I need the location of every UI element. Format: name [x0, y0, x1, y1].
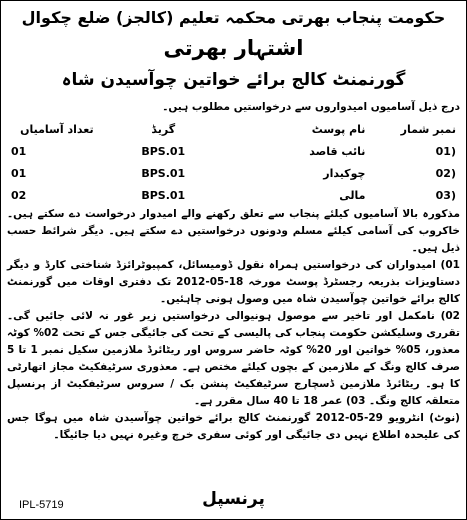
- row-post: چوکیدار: [323, 166, 366, 180]
- row-count: 01: [11, 166, 27, 180]
- row-serial: (01: [435, 144, 456, 158]
- row-count: 01: [11, 144, 27, 158]
- government-line: حکومت پنجاب بھرتی محکمہ تعلیم (کالجز) ضلع چکوال: [21, 8, 446, 27]
- posts-table: [7, 118, 460, 206]
- row-grade: BPS.01: [141, 188, 186, 202]
- table-row: [7, 184, 460, 206]
- header-post: نام پوسٹ: [311, 122, 366, 136]
- table-row: [7, 162, 460, 184]
- header-serial: نمبر شمار: [400, 122, 456, 136]
- row-serial: (02: [435, 166, 456, 180]
- header-grade: گریڈ: [151, 122, 176, 136]
- row-post: مالی: [339, 188, 366, 202]
- row-count: 02: [11, 188, 27, 202]
- principal-signature: پرنسپل: [202, 489, 265, 509]
- eligibility-paragraph: مذکورہ بالا آسامیوں کیلئے پنجاب سے تعلق رکھنے والے امیدوار درخواست دے سکتے ہیں۔ خاکروب کی آسامی کیلئے مسلم ودونوں درخواستیں دے سکتے ہیں۔ دیگر شرائط حسب ذیل ہیں۔: [7, 208, 460, 254]
- header-count: تعداد آسامیاں: [20, 122, 94, 136]
- row-serial: (03: [435, 188, 456, 202]
- posts-table-header: [7, 118, 460, 140]
- condition-2-paragraph: 02) نامکمل اور تاخیر سے موصول ہونیوالی درخواستیں زیر غور نہ لائی جائیں گی۔ تقرری وسلیکشن حکومت پنجاب کی پالیسی کے تحت کی جائیگی جس کے تحت 02% کوٹہ معذور، 05% خواتین اور 20% کوٹہ حاضر سروس اور ریٹائرڈ ملازمین سکیل نمبر 1 تا 5 صرف کالج ونگ کے ملازمین کے بچوں کیلئے مختص ہے۔ معذوری سرٹیفکیٹ مجاز اتھارٹی کا ہو۔ ریٹائرڈ ملازمین ڈسچارج سرٹیفکیٹ پنشن بک / سروس سرٹیفکیٹ از پرنسپل متعلقہ کالج ونگ۔ 03) عمر 18 تا 40 سال مقرر ہے۔: [7, 310, 460, 407]
- note-paragraph: (نوٹ) انٹرویو 29-05-2012 گورنمنٹ کالج برائے خواتین چوآسیدن شاہ میں ہوگا جس کی علیحدہ اطلاع نہیں دی جائیگی اور کوئی سفری خرچ وغیرہ نہیں دیا جائیگا۔: [7, 412, 460, 441]
- footer: [7, 489, 460, 511]
- intro-text: درج ذیل آسامیوں امیدواروں سے درخواستیں مطلوب ہیں۔: [162, 101, 460, 113]
- advertisement-title: اشتہار بھرتی: [163, 36, 304, 60]
- row-grade: BPS.01: [141, 166, 186, 180]
- row-post: نائب قاصد: [309, 144, 366, 158]
- condition-1-paragraph: 01) امیدواران کی درخواستیں ہمراہ نقول ڈومیسائل، کمپیوٹرائزڈ شناختی کارڈ و دیگر دستاویزات بذریعہ رجسٹرڈ پوسٹ مورخہ 18-05-2012 تک دفتری اوقات میں گورنمنٹ کالج برائے خواتین چوآسیدن شاہ میں وصول ہونی چاہئیں۔: [7, 259, 460, 305]
- row-grade: BPS.01: [141, 144, 186, 158]
- reference-number: IPL-5719: [19, 499, 64, 511]
- institution-name: گورنمنٹ کالج برائے خواتین چوآسیدن شاہ: [61, 70, 406, 90]
- table-row: [7, 140, 460, 162]
